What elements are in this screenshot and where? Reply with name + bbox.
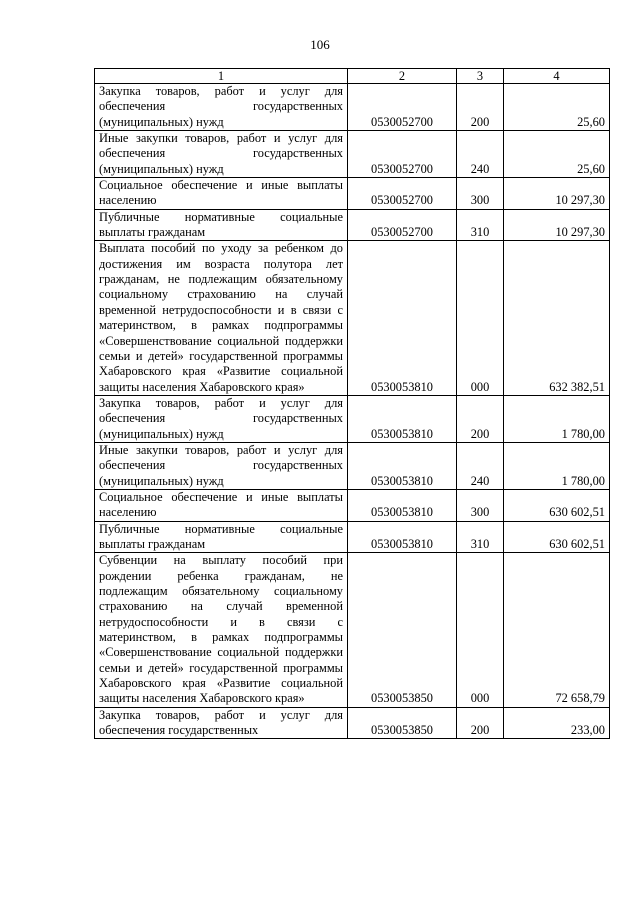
row-amount: 10 297,30 — [504, 178, 610, 210]
row-name: Закупка товаров, работ и услуг для обеспечения государственных (муниципальных) нужд — [95, 395, 348, 442]
table-row — [95, 241, 610, 395]
row-name: Закупка товаров, работ и услуг для обеспечения государственных (муниципальных) нужд — [95, 84, 348, 131]
table-header — [95, 69, 610, 84]
table-row — [95, 521, 610, 553]
row-amount: 630 602,51 — [504, 489, 610, 521]
table-body — [95, 84, 610, 739]
row-code: 0530052700 — [348, 131, 457, 178]
row-code: 0530053810 — [348, 489, 457, 521]
table-row — [95, 553, 610, 707]
row-code: 0530053810 — [348, 521, 457, 553]
row-name: Социальное обеспечение и иные выплаты населению — [95, 489, 348, 521]
row-code: 0530052700 — [348, 84, 457, 131]
row-amount: 630 602,51 — [504, 521, 610, 553]
row-amount: 25,60 — [504, 84, 610, 131]
row-amount: 10 297,30 — [504, 209, 610, 241]
row-name: Закупка товаров, работ и услуг для обеспечения государственных — [95, 707, 348, 739]
row-type: 240 — [457, 442, 504, 489]
row-type: 000 — [457, 241, 504, 395]
row-amount: 72 658,79 — [504, 553, 610, 707]
row-code: 0530053810 — [348, 395, 457, 442]
table-row — [95, 209, 610, 241]
row-name: Публичные нормативные социальные выплаты гражданам — [95, 209, 348, 241]
row-type: 200 — [457, 707, 504, 739]
table-row — [95, 489, 610, 521]
row-name: Субвенции на выплату пособий при рождении ребенка гражданам, не подлежащим обязательному социальному страхованию на случай временной нетрудоспособности и в связи с материнством, в рамках подпрограммы «Совершенствование социальной поддержки семьи и детей» государственной программы Хабаровского края «Развитие социальной защиты населения Хабаровского края» — [95, 553, 348, 707]
table-row — [95, 707, 610, 739]
row-code: 0530053850 — [348, 707, 457, 739]
table-row — [95, 395, 610, 442]
header-col-4: 4 — [504, 69, 610, 84]
row-type: 000 — [457, 553, 504, 707]
row-type: 300 — [457, 489, 504, 521]
row-code: 0530053810 — [348, 442, 457, 489]
row-name: Выплата пособий по уходу за ребенком до достижения им возраста полутора лет гражданам, не подлежащим обязательному социальному страхованию на случай временной нетрудоспособности и в связи с материнством, в рамках подпрограммы «Совершенствование социальной поддержки семьи и детей» государственной программы Хабаровского края «Развитие социальной защиты населения Хабаровского края» — [95, 241, 348, 395]
row-code: 0530052700 — [348, 209, 457, 241]
row-amount: 233,00 — [504, 707, 610, 739]
row-type: 300 — [457, 178, 504, 210]
row-code: 0530053810 — [348, 241, 457, 395]
row-type: 310 — [457, 521, 504, 553]
row-type: 310 — [457, 209, 504, 241]
row-amount: 632 382,51 — [504, 241, 610, 395]
row-name: Социальное обеспечение и иные выплаты населению — [95, 178, 348, 210]
row-amount: 1 780,00 — [504, 395, 610, 442]
row-type: 200 — [457, 395, 504, 442]
budget-table — [94, 68, 610, 739]
header-col-1: 1 — [95, 69, 348, 84]
row-type: 200 — [457, 84, 504, 131]
header-row — [95, 69, 610, 84]
header-col-3: 3 — [457, 69, 504, 84]
row-amount: 1 780,00 — [504, 442, 610, 489]
table-row — [95, 178, 610, 210]
table-row — [95, 131, 610, 178]
table-row — [95, 84, 610, 131]
header-col-2: 2 — [348, 69, 457, 84]
table-row — [95, 442, 610, 489]
page-number: 106 — [310, 37, 330, 52]
row-code: 0530053850 — [348, 553, 457, 707]
row-amount: 25,60 — [504, 131, 610, 178]
row-name: Публичные нормативные социальные выплаты гражданам — [95, 521, 348, 553]
row-type: 240 — [457, 131, 504, 178]
row-name: Иные закупки товаров, работ и услуг для обеспечения государственных (муниципальных) нужд — [95, 131, 348, 178]
row-code: 0530052700 — [348, 178, 457, 210]
row-name: Иные закупки товаров, работ и услуг для обеспечения государственных (муниципальных) нужд — [95, 442, 348, 489]
